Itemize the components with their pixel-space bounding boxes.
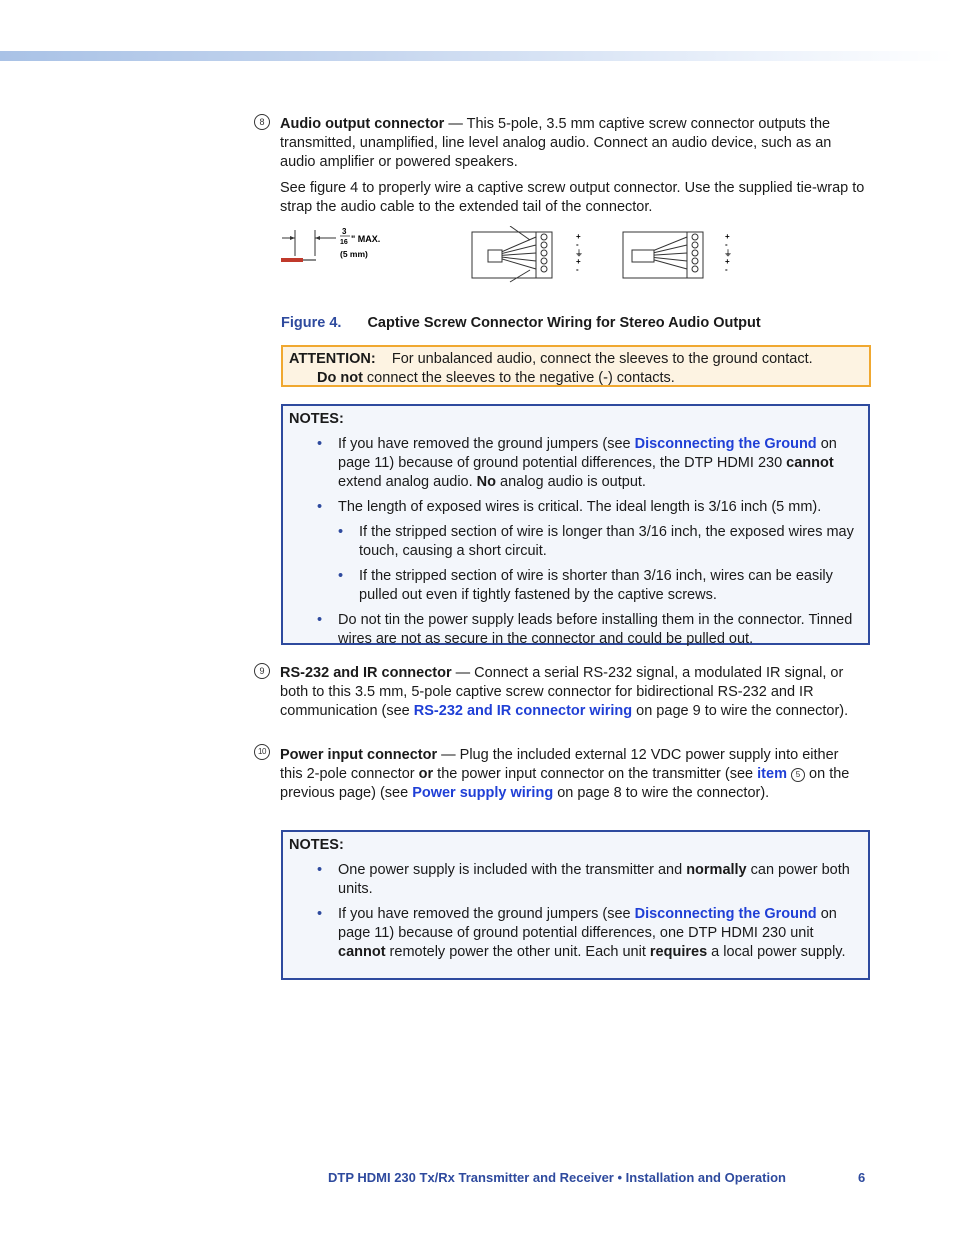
note-text: on page 11) because of ground potential differences, the DTP HDMI 230 [338,436,837,471]
item-10-text-end: on page 8 to wire the connector). [553,785,770,801]
notes-box-2 [281,830,870,980]
item-9 [280,664,865,721]
figure-caption [281,314,761,333]
notes-list [289,861,862,962]
power-supply-wiring-link[interactable]: Power supply wiring [412,785,554,801]
attention-text: For unbalanced audio, connect the sleeves to the ground contact. [391,351,813,367]
item-number-10: 10 [254,744,270,760]
connector-right [623,232,703,278]
pin-sign: - [725,240,728,249]
notes-heading: NOTES: [289,411,344,427]
item-10-title: Power input connector [280,747,438,763]
fraction-denominator: 16 [340,239,348,246]
notes-heading: NOTES: [289,837,344,853]
mm-label: (5 mm) [340,249,368,259]
item-9-title: RS-232 and IR connector [280,665,452,681]
figure-caption-title: Captive Screw Connector Wiring for Stereo Audio Output [367,315,761,331]
item-10-text: on the previous page) (see [280,766,850,801]
pin-sign: + [725,257,730,266]
note-bold: No [476,474,497,490]
page-footer [328,1168,866,1187]
attention-text-2: connect the sleeves to the negative (-) contacts. [362,370,675,386]
note-subitem: • If the stripped section of wire is shorter than 3/16 inch, wires can be easily pulled out even if tightly fastened by the captive screws. [289,567,862,605]
item-8-title: Audio output connector [280,116,445,132]
note-item: • The length of exposed wires is critical. The ideal length is 3/16 inch (5 mm). [289,498,862,517]
disconnecting-ground-link[interactable]: Disconnecting the Ground [634,906,817,922]
pin-sign: ⏚ [575,249,583,258]
note-bold: cannot [786,455,834,471]
item-9-paragraph [280,664,865,721]
item-8-paragraph [280,115,865,172]
note-bold: normally [686,862,747,878]
item-number-8: 8 [254,114,270,130]
attention-bold: Do not [317,370,363,386]
note-text: can power both units. [338,862,850,897]
note-text: on page 11) because of ground potential differences, one DTP HDMI 230 unit [338,906,837,941]
note-item [289,435,862,492]
attention-label: ATTENTION: [289,351,376,367]
item-5-circle: 5 [791,768,805,782]
item-10-paragraph [280,746,865,803]
pin-sign: - [576,265,579,274]
note-text: analog audio is output. [496,474,646,490]
note-text: remotely power the other unit. Each unit [385,944,650,960]
wiring-diagram [280,226,750,286]
rs232-wiring-link[interactable]: RS-232 and IR connector wiring [413,703,633,719]
item-10-bold: or [418,766,434,782]
item-5-link[interactable]: item [757,766,787,782]
pin-sign: + [576,232,581,241]
note-item: • Do not tin the power supply leads before installing them in the connector. Tinned wires are not as secure in the connector and could be pulled out. [289,611,862,649]
pin-sign: ⏚ [724,249,732,258]
item-9-text-end: on page 9 to wire the connector). [632,703,849,719]
page-number: 6 [858,1170,866,1185]
note-item [289,861,862,899]
item-10 [280,746,865,803]
fraction-numerator: 3 [342,227,347,236]
note-text: One power supply is included with the transmitter and [338,862,687,878]
figure-4-diagram [280,226,750,286]
item-8 [280,115,865,217]
notes-box-1 [281,404,870,645]
disconnecting-ground-link[interactable]: Disconnecting the Ground [634,436,817,452]
note-text: extend analog audio. [338,474,477,490]
attention-box [281,345,871,387]
item-10-text: the power input connector on the transmitter (see [433,766,758,782]
item-8-paragraph-2: See figure 4 to properly wire a captive screw output connector. Use the supplied tie-wrap to strap the audio cable to the extended tail of the connector. [280,180,865,215]
attention-line-1 [289,350,863,369]
note-text: a local power supply. [707,944,846,960]
connector-left [472,226,552,282]
header-bar [0,51,954,61]
note-subitem: • If the stripped section of wire is longer than 3/16 inch, the exposed wires may touch, causing a short circuit. [289,523,862,561]
notes-list [289,435,862,649]
pin-sign: + [576,257,581,266]
note-text: If you have removed the ground jumpers (see [338,436,635,452]
item-8-text: — This 5-pole, 3.5 mm captive screw connector outputs the transmitted, unamplified, line level analog audio. Connect an audio device, such as an audio amplifier or powered speakers. [280,116,832,170]
pin-sign: - [576,240,579,249]
footer-title: DTP HDMI 230 Tx/Rx Transmitter and Receiver • Installation and Operation [328,1170,786,1185]
note-bold: requires [649,944,708,960]
note-item [289,905,862,962]
item-9-text: — Connect a serial RS-232 signal, a modulated IR signal, or both to this 3.5 mm, 5-pole captive screw connector for bidirectional RS-232 and IR communication (see [280,665,844,719]
item-10-text: — Plug the included external 12 VDC power supply into either this 2-pole connector [280,747,839,782]
note-bold: cannot [338,944,386,960]
figure-caption-label: Figure 4. [281,315,342,331]
max-label: " MAX. [351,234,381,244]
pin-sign: - [725,265,728,274]
attention-line-2 [289,369,863,388]
pin-sign: + [725,232,730,241]
item-number-9: 9 [254,663,270,679]
note-text: If you have removed the ground jumpers (see [338,906,635,922]
